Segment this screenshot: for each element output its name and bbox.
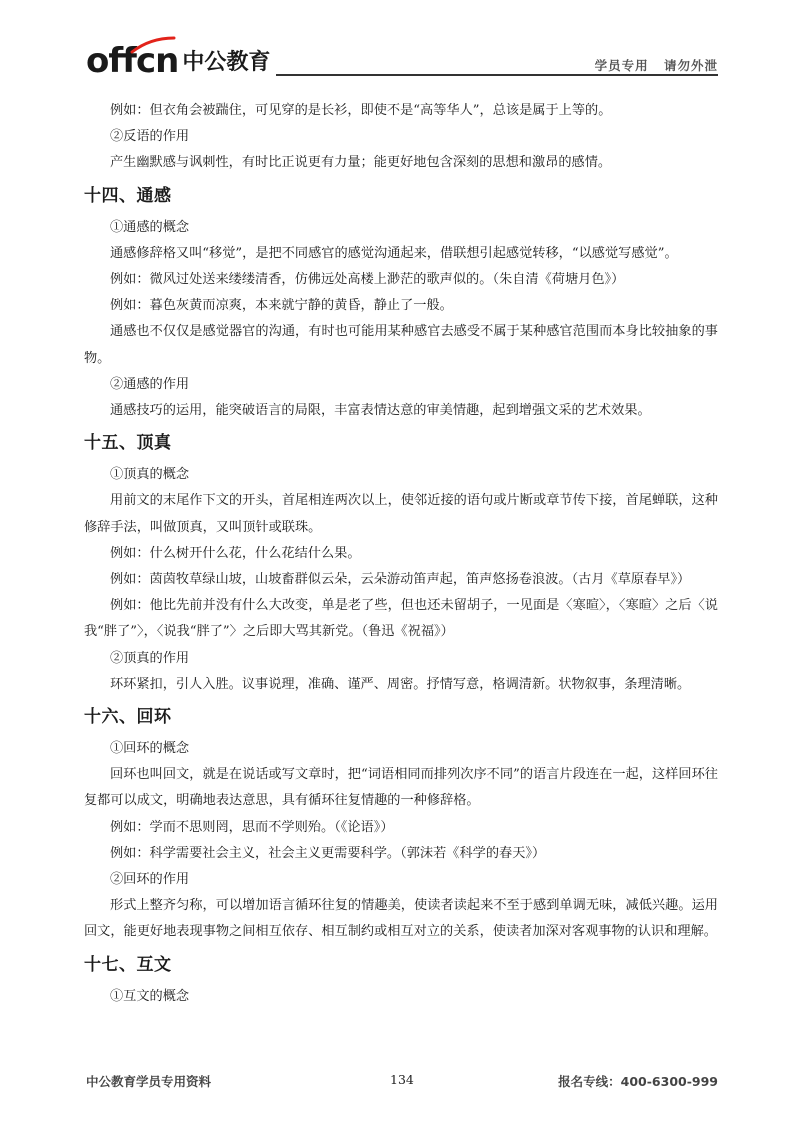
subheading: ①互文的概念 (110, 988, 190, 1004)
header-notice (585, 56, 718, 74)
example: 例如：他比先前并没有什么大改变，单是老了些，但也还未留胡子，一见面是〈寒暄〉，〈寒暄〉之后〈说我“胖了”〉，〈说我“胖了”〉之后即大骂其新党。（鲁迅《祝福》） (84, 598, 718, 640)
example: 例如：茵茵牧草绿山坡，山坡畜群似云朵，云朵游动笛声起，笛声悠扬卷浪波。（古月《草原春早》） (110, 572, 691, 588)
subheading: ①顶真的概念 (110, 467, 190, 483)
section-heading: 十七、互文 (84, 954, 172, 975)
header-divider (276, 74, 718, 76)
page-header (86, 38, 718, 81)
subheading: ②回环的作用 (110, 872, 190, 888)
example: 例如：科学需要社会主义，社会主义更需要科学。（郭沫若《科学的春天》） (110, 845, 546, 861)
subheading: ①通感的概念 (110, 219, 190, 235)
paragraph: 形式上整齐匀称，可以增加语言循环往复的情趣美，使读者读起来不至于感到单调无味，减低兴趣。运用回文，能更好地表现事物之间相互依存、相互制约或相互对立的关系，使读者加深对客观事物的认识和理解。 (84, 898, 718, 940)
paragraph: 用前文的末尾作下文的开头，首尾相连两次以上，使邻近接的语句或片断或章节传下接，首尾蝉联，这种修辞手法，叫做顶真，又叫顶针或联珠。 (84, 493, 718, 535)
subheading: ②通感的作用 (110, 376, 190, 392)
logo-swoosh-icon (130, 36, 176, 54)
section-heading: 十五、顶真 (84, 433, 172, 454)
subheading: ①回环的概念 (110, 741, 190, 757)
example: 例如：什么树开什么花，什么花结什么果。 (110, 545, 361, 561)
section-heading: 十四、通感 (84, 185, 172, 206)
document-body (84, 98, 718, 1010)
subheading: ②顶真的作用 (110, 650, 190, 666)
paragraph: 例如：但衣角会被踹住，可见穿的是长衫，即使不是“高等华人”，总该是属于上等的。 (110, 103, 612, 118)
footer-hotline: 报名专线：400-6300-999 (558, 1074, 718, 1089)
section-heading: 十六、回环 (84, 707, 172, 728)
subheading: ②反语的作用 (110, 129, 190, 145)
header-tag-members-only: 学员专用 (594, 58, 649, 73)
paragraph: 通感技巧的运用，能突破语言的局限，丰富表情达意的审美情趣，起到增强文采的艺术效果。 (110, 403, 651, 419)
example: 例如：微风过处送来缕缕清香，仿佛远处高楼上渺茫的歌声似的。（朱自清《荷塘月色》） (110, 272, 625, 288)
paragraph: 回环也叫回文，就是在说话或写文章时，把“词语相同而排列次序不同”的语言片段连在一起，这样回环往复都可以成文，明确地表达意思，具有循环往复情趣的一种修辞格。 (84, 767, 718, 809)
footer-label: 中公教育学员专用资料 (86, 1074, 212, 1089)
page-number: 134 (390, 1072, 414, 1087)
header-tag-do-not-leak: 请勿外泄 (663, 58, 718, 73)
paragraph: 环环紧扣，引人入胜。议事说理，准确、谨严、周密。抒情写意，格调清新。状物叙事，条理清晰。 (110, 676, 691, 692)
logo-chinese-name: 中公教育 (182, 50, 271, 75)
offcn-logo (86, 38, 271, 81)
page-footer (86, 1072, 718, 1092)
logo-wordmark: offcn (86, 41, 179, 81)
paragraph: 通感也不仅仅是感觉器官的沟通，有时也可能用某种感官去感受不属于某种感官范围而本身比较抽象的事物。 (84, 324, 718, 366)
paragraph: 产生幽默感与讽刺性，有时比正说更有力量；能更好地包含深刻的思想和激昂的感情。 (110, 155, 612, 171)
example: 例如：学而不思则罔，思而不学则殆。（《论语》） (110, 819, 394, 835)
example: 例如：暮色灰黄而凉爽，本来就宁静的黄昏，静止了一般。 (110, 298, 453, 314)
paragraph: 通感修辞格又叫“移觉”，是把不同感官的感觉沟通起来，借联想引起感觉转移，“以感觉写感觉”。 (110, 245, 678, 261)
